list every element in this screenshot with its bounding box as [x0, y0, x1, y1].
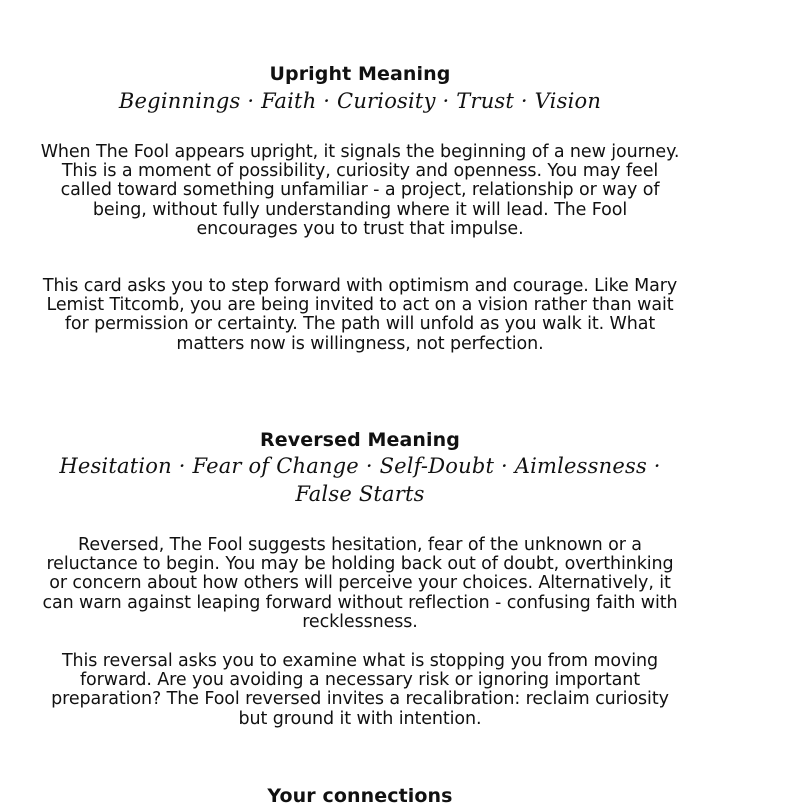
reversed-keywords: Hesitation · Fear of Change · Self-Doubt · Aimlessness · False Starts — [59, 454, 661, 506]
upright-paragraph: This card asks you to step forward with optimism and courage. Like Mary Lemist Titcomb, you are being invited to act on a vision rather than wait for permission or certainty. The path will unfold as you walk it. What matters now is willingness, not perfection. — [42, 276, 678, 354]
connections-heading: Your connections — [267, 785, 453, 807]
upright-keywords: Beginnings · Faith · Curiosity · Trust · Vision — [118, 89, 602, 113]
upright-meaning-heading: Upright Meaning — [269, 63, 451, 85]
reversed-meaning-heading: Reversed Meaning — [260, 429, 460, 451]
reversed-paragraph: Reversed, The Fool suggests hesitation, fear of the unknown or a reluctance to begin. You may be holding back out of doubt, overthinking or concern about how others will perceive your choices. Alternatively, it can warn against leaping forward without reflection - confusing faith with recklessness. — [42, 535, 678, 632]
upright-paragraph: When The Fool appears upright, it signals the beginning of a new journey. This is a moment of possibility, curiosity and openness. You may feel called toward something unfamiliar - a project, relationship or way of being, without fully understanding where it will lead. The Fool encourages you to trust that impulse. — [40, 142, 680, 239]
reversed-paragraph: This reversal asks you to examine what is stopping you from moving forward. Are you avoiding a necessary risk or ignoring important preparation? The Fool reversed invites a recalibration: reclaim curiosity but ground it with intention. — [51, 651, 669, 729]
